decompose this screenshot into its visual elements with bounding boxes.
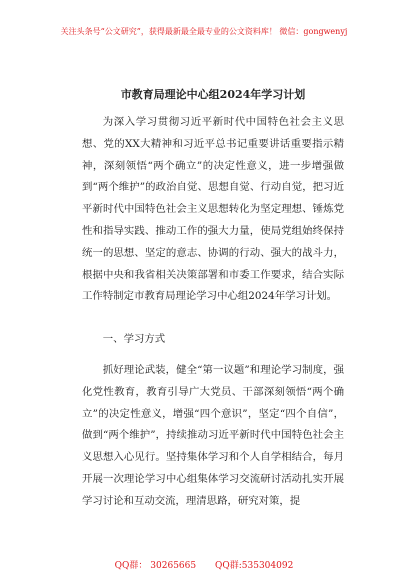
document-title: 市教育局理论中心组2024年学习计划 bbox=[120, 88, 306, 101]
footer-qq-group-1: QQ群： 30265665 bbox=[114, 561, 197, 571]
section-body-paragraph: 抓好理论武装，健全“第一议题”和理论学习制度，强化党性教育，教育引导广大党员、干部深刻领悟“两个确立”的决定性意义，增强“四个意识”，坚定“四个自信”，做到“两个维护”，持续推动习近平新时代中国特色社会主义思想入心见行。坚持集体学习和个人自学相结合，每月开展一次理论学习中心组集体学习交流研讨活动扎实开展学习讨论和互动交流，理清思路，研究对策，提 bbox=[82, 364, 344, 507]
intro-paragraph: 为深入学习贯彻习近平新时代中国特色社会主义思想、党的XX大精神和习近平总书记重要讲话重要指示精神，深刻领悟“两个确立”的决定性意义，进一步增强做到“两个维护”的政治自觉、思想自觉、行动自觉，把习近平新时代中国特色社会主义思想转化为坚定理想、锤炼党性和指导实践、推动工作的强大力量，使局党组始终保持统一的思想、坚定的意志、协调的行动、强大的战斗力，根据中央和我省相关决策部署和市委工作要求，结合实际工作特制定市教育局理论学习中心组2024年学习计划。 bbox=[82, 116, 344, 303]
header-banner: 关注头条号“公文研究”，获得最新最全最专业的公文资料库！ 微信：gongwenyj bbox=[60, 27, 348, 36]
section-heading-study-method: 一、学习方式 bbox=[102, 333, 166, 345]
footer-qq-group-2: QQ群:535304092 bbox=[214, 561, 294, 571]
footer-banner bbox=[0, 558, 408, 571]
